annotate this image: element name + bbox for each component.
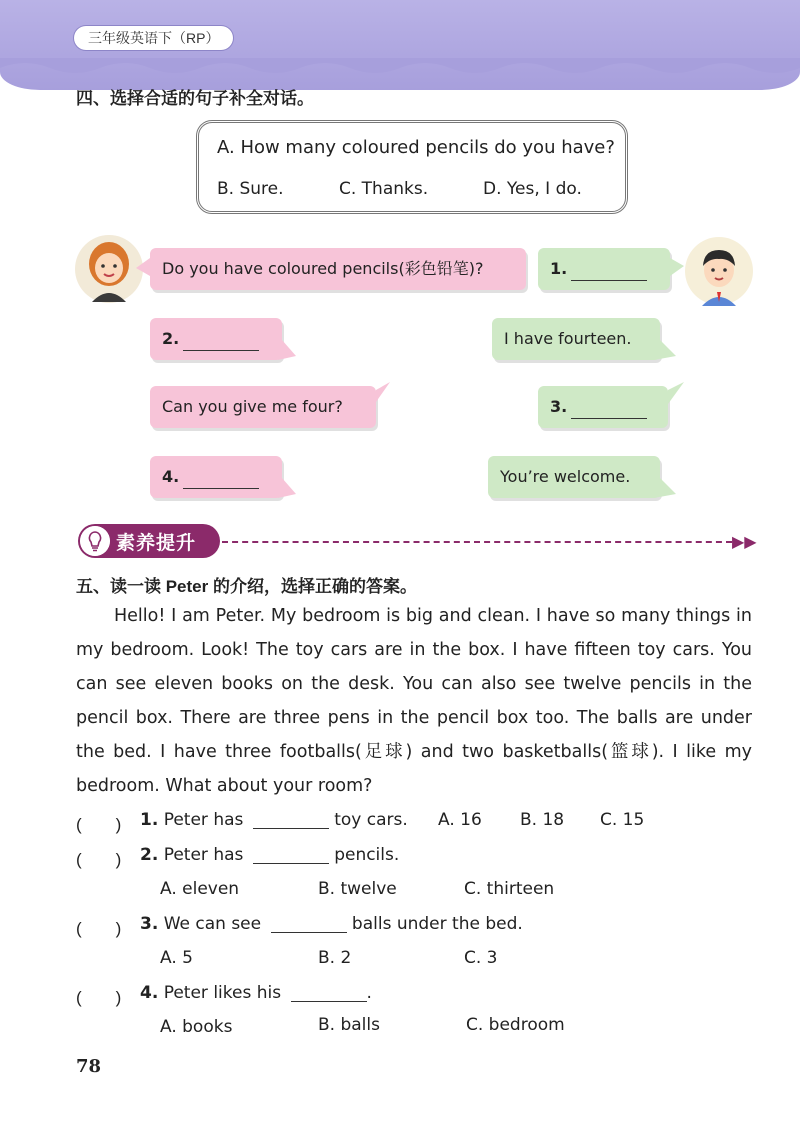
question-text: Peter likes his — [163, 983, 282, 1003]
bubble-boy-3 — [538, 386, 668, 428]
question-text: toy cars. — [334, 810, 408, 830]
badge-label: 素养提升 — [116, 533, 197, 554]
bubble-boy-2 — [492, 318, 660, 360]
answer-blank[interactable] — [291, 985, 367, 1002]
answer-paren[interactable]: ( ) — [76, 919, 122, 938]
question-text: We can see — [163, 914, 262, 934]
answer-blank[interactable] — [571, 258, 647, 281]
choice-a: A. 5 — [160, 948, 193, 968]
answer-paren[interactable]: ( ) — [76, 850, 122, 869]
answer-blank[interactable] — [253, 847, 329, 864]
bubble-boy-1 — [538, 248, 670, 290]
question-number: 3. — [140, 914, 159, 934]
choice-b: B. 2 — [318, 948, 352, 968]
choice-a: A. books — [160, 1017, 233, 1037]
bubble-boy-4 — [488, 456, 660, 498]
bubble-tail — [668, 382, 684, 404]
section5-title: 五、读一读 Peter 的介绍，选择正确的答案。 — [76, 577, 417, 596]
option-d: D. Yes, I do. — [483, 179, 582, 199]
question-text: Peter has — [163, 810, 244, 830]
choice-b: B. 18 — [520, 810, 565, 830]
bubble-tail — [670, 258, 684, 276]
answer-blank[interactable] — [183, 466, 259, 489]
double-arrow-icon: ▶▶ — [732, 534, 757, 551]
answer-paren[interactable]: ( ) — [76, 815, 122, 834]
bubble-tail — [376, 382, 390, 402]
question-number: 2. — [140, 845, 159, 865]
option-c: C. Thanks. — [339, 179, 429, 199]
badge-divider — [222, 541, 732, 543]
choice-c: C. bedroom — [466, 1015, 565, 1035]
girl-avatar-icon — [74, 234, 144, 304]
page-number: 78 — [76, 1056, 102, 1077]
blank-number: 4. — [162, 467, 180, 486]
question-1 — [140, 810, 408, 830]
blank-number: 1. — [550, 259, 568, 278]
blank-number: 2. — [162, 329, 180, 348]
choice-a: A. eleven — [160, 879, 240, 899]
section4-title: 四、选择合适的句子补全对话。 — [76, 89, 314, 108]
lightbulb-icon — [80, 526, 110, 556]
choice-c: C. 15 — [600, 810, 645, 830]
options-box — [196, 120, 628, 214]
option-b: B. Sure. — [217, 179, 284, 199]
question-number: 4. — [140, 983, 159, 1003]
question-text: . — [366, 983, 372, 1003]
question-text: Peter has — [163, 845, 244, 865]
question-number: 1. — [140, 810, 159, 830]
choice-c: C. 3 — [464, 948, 498, 968]
dialogue-line: You’re welcome. — [500, 467, 631, 486]
choice-a: A. 16 — [438, 810, 482, 830]
answer-blank[interactable] — [571, 396, 647, 419]
answer-blank[interactable] — [183, 328, 259, 351]
bubble-girl-1 — [150, 248, 526, 290]
question-4 — [140, 983, 372, 1003]
bubble-girl-3 — [150, 386, 376, 428]
answer-paren[interactable]: ( ) — [76, 988, 122, 1007]
question-3 — [140, 914, 523, 934]
book-tag: 三年级英语下（RP） — [74, 26, 233, 50]
bubble-girl-2 — [150, 318, 282, 360]
option-a: A. How many coloured pencils do you have? — [217, 137, 615, 158]
answer-blank[interactable] — [253, 812, 329, 829]
choice-c: C. thirteen — [464, 879, 555, 899]
reading-passage: Hello! I am Peter. My bedroom is big and clean. I have so many things in my bedroom. Look! The toy cars are in the box. I have fifteen toy cars. You can see eleven books on the desk. You can also see twelve pencils in the pencil box. There are three pens in the pencil box too. The balls are under the bed. I have three footballs(足球) and two basketballs(篮球). I like my bedroom. What about your room? — [76, 606, 752, 796]
dialogue-line: I have fourteen. — [504, 329, 632, 348]
question-text: pencils. — [334, 845, 400, 865]
literacy-badge — [78, 524, 220, 558]
choice-b: B. twelve — [318, 879, 397, 899]
choice-b: B. balls — [318, 1015, 380, 1035]
answer-blank[interactable] — [271, 916, 347, 933]
boy-avatar-icon — [684, 236, 754, 306]
question-text: balls under the bed. — [351, 914, 523, 934]
bubble-girl-4 — [150, 456, 282, 498]
dialogue-line: Can you give me four? — [162, 397, 343, 416]
blank-number: 3. — [550, 397, 568, 416]
dialogue-line: Do you have coloured pencils(彩色铅笔)? — [162, 259, 484, 278]
question-2 — [140, 845, 399, 865]
